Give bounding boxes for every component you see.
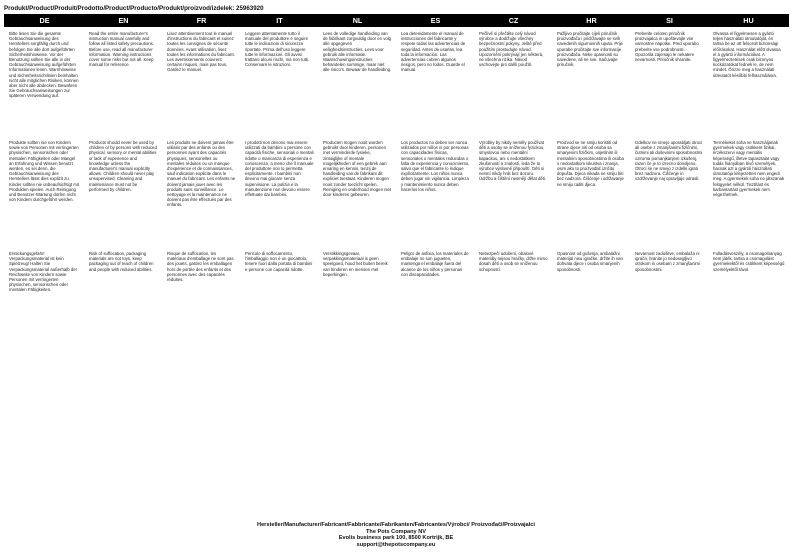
support-email: support@thepotscompany.eu [356, 541, 436, 548]
lang-header-si: SI [631, 15, 709, 27]
suffocation-text-hu: Fulladásveszély, a csomagolóanyag nem játék, tartsa a csomagolást gyermekektől és csökkent képességű személyektől távol. [709, 247, 789, 526]
instructions-row [5, 27, 789, 137]
suffocation-text-es: Peligro de asfixia, los materiales de embalaje no son juguetes, mantenga el embalaje fuera del alcance de los niños y personas con discapacidades. [397, 247, 475, 526]
children-warning-row [5, 136, 789, 247]
instructions-text-de: Bitte lesen Sie die gesamte Gebrauchsanweisung des Herstellers sorgfältig durch und befolgen Sie alle dort aufgeführten Sicherheitshinweise. Vor der Benutzung sollten Sie alle in der Gebrauchsanweisung aufgeführten Informationen lesen. Warnhinweise und Sicherheitsrichtlinien beinhalten nicht alle möglichen Risiken, können aber nicht alle abdecken. Bewahren Sie Gebrauchsanweisungen zur späteren Verwendung auf. [5, 27, 85, 137]
manufacturer-heading: Hersteller/Manufacturer/Fabricant/Fabbricante/Fabrikanten/Fabricantes/Výrobci/ Proizvođači/Proizvajalci [257, 522, 535, 528]
lang-header-hu: HU [709, 15, 789, 27]
children-text-si: Izdelkov ne smejo uporabljati otroci ali osebe z zmanjšanimi fizičnimi, čutnimi ali duševnimi sposobnostmi oziroma pomanjkanjem izkušenj, razen če je to izrecno dovoljeno. Otroci se ne smejo z izdelki igrati brez nadzora. Čiščenje in vzdrževanje naj opravljajo odrasli. [631, 136, 709, 247]
suffocation-text-nl: Verstikkingsgevaar, verpakkingsmateriaal is geen speelgoed, houd het buiten bereik van kinderen en mensen met beperkingen. [319, 247, 397, 526]
lang-header-hr: HR [553, 15, 631, 27]
product-number-line: Produkt/Product/Produit/Prodotto/Product/Producto/Produkt/proizvod/izdelek: 25963920 [4, 5, 264, 12]
suffocation-text-hr: Opasnost od gušenja, ambalažni materijal nisu igračke, držite ih van dohvata djece i osoba smanjenih sposobnosti. [553, 247, 631, 526]
instructions-text-nl: Lees de volledige handleiding van de fabrikant zorgvuldig door en volg alle opgegeven veiligheidsinstructies. Lees voor gebruik alle informatie. Waarschuwingsinstructies behandelen sommige, maar niet alle risico's. Bewaar de handleiding. [319, 27, 397, 137]
children-text-en: Products should never be used by children or by persons with reduced physical, sensory or mental abilities or lack of experience and knowledge unless the manufacturer's manual explicitly allows. Children should never play unsupervised. Cleaning and maintenance must not be performed by children. [85, 136, 163, 247]
suffocation-text-de: Erstickungsgefahr! Verpackungsmaterial ist kein Spielzeug! Halten Sie Verpackungsmaterial außerhalb der Reichweite von Kindern sowie Personen mit verringerten physischen, sensorischen oder mentalen Fähigkeiten. [5, 247, 85, 526]
safety-instructions-table [4, 14, 789, 526]
instructions-text-hu: Olvassa el figyelmesen a gyártó teljes használati útmutatóját, és tartsa be az ott felsorolt biztonsági előírásokat. Használat előtt olvassa el a gyártó információkat. A figyelmeztetések csak bizonyos kockázatokat fednek le, de nem mindet. Őrizze meg a használati útmutatót későbbi felhasználásra. [709, 27, 789, 137]
children-text-cz: Výrobky by nikdy neměly používat děti a osoby se sníženou fyzickou, smyslovou nebo mentální kapacitou, ani s nedostatkem zkušeností a znalostí, leda že to výrobce výslovně připouští. Děti si nesmí nikdy hrát bez dozoru. Údržbu a čištění nesmějí dělat děti. [475, 136, 553, 247]
suffocation-text-it: Pericolo di soffocamento, l'imballaggio non è un giocattolo, tenere fuori dalla portata di bambini e persone con capacità ridotte. [241, 247, 319, 526]
instructions-text-cz: Pečlivě si přečtěte celý návod výrobce a dodržujte všechny bezpečnostní pokyny. Ještě před použitím prostudujte návod. Upozornění pokrývají jen některá, ne všechna rizika. Návod uschovejte pro další použití. [475, 27, 553, 137]
suffocation-text-fr: Risque de suffocation, les matériaux d'emballage ne sont pas des jouets, gardez les emballages hors de portée des enfants et des personnes avec des capacités réduites. [163, 247, 241, 526]
instructions-text-fr: Lisez attentivement tout le manuel d'instructions du fabricant et suivez toutes les consignes de sécurité données. Avant utilisation, lisez toutes les informations du fabricant. Les avertissements couvrent certains risques, mais pas tous. Gardez le manuel. [163, 27, 241, 137]
instructions-text-it: Leggere attentamente tutto il manuale del produttore e seguire tutte le indicazioni di sicurezza riportate. Prima dell'uso leggere tutte le informazioni. Gli avvisi trattano alcuni rischi, ma non tutti. Conservare le istruzioni. [241, 27, 319, 137]
suffocation-text-en: Risk of suffocation, packaging materials are not toys, keep packaging out of reach of children and people with reduced abilities. [85, 247, 163, 526]
suffocation-text-cz: Nebezpečí udušení, obalové materiály nejsou hračky, držte mimo dosah dětí a osob se sníženou schopností. [475, 247, 553, 526]
company-address: Evolis business park 100, 8500 Kortrijk, BE [338, 535, 454, 542]
company-name: The Pots Company NV [366, 528, 426, 535]
lang-header-de: DE [5, 15, 85, 27]
lang-header-nl: NL [319, 15, 397, 27]
instructions-text-si: Preberite celoten priročnik proizvajalca in upoštevajte vse varnostne napotke. Pred uporabo preberite vse podrobnosti. Opozorila zajemajo le nekatere nevarnosti. Priročnik shranite. [631, 27, 709, 137]
suffocation-text-si: Nevarnost zadušitve, embalaža ni igrača, hranite jo nedosegljivo otrokom in osebam z zmanjšanimi sposobnostmi. [631, 247, 709, 526]
children-text-fr: Les produits ne doivent jamais être utilisés par des enfants ou des personnes ayant des capacités physiques, sensorielles ou mentales réduites ou un manque d'expérience et de connaissances, sauf indication explicite dans le manuel du fabricant. Les enfants ne doivent jamais jouer avec les produits sans surveillance. Le nettoyage et la maintenance ne doivent pas être effectués par des enfants. [163, 136, 241, 247]
children-text-it: I prodotti non devono mai essere utilizzati da bambini o persone con capacità fisiche, sensoriali o mentali ridotte o mancanza di esperienza e conoscenza, a meno che il manuale del produttore non lo permetta esplicitamente. I bambini non devono mai giocare senza supervisione. La pulizia e la manutenzione non devono essere effettuate dai bambini. [241, 136, 319, 247]
lang-header-it: IT [241, 15, 319, 27]
children-text-nl: Producten mogen nooit worden gebruikt door kinderen, personen met verminderde fysieke, zintuiglijke of mentale mogelijkheden of een gebrek aan ervaring en kennis, tenzij de handleiding van de fabrikant dit expliciet toestaat. Kinderen mogen nooit zonder toezicht spelen. Reiniging en onderhoud mogen niet door kinderen gebeuren. [319, 136, 397, 247]
instructions-text-en: Read the entire manufacturer's instruction manual carefully and follow all listed safety precautions. Before use, read all manufacturer information. Warning instructions cover some risks but not all. Keep manual for reference. [85, 27, 163, 137]
lang-header-en: EN [85, 15, 163, 27]
instructions-text-es: Lea detenidamente el manual de instrucciones del fabricante y respete todas las advertencias de seguridad. Antes de usarlas, lea toda la información. Las advertencias cubren algunos riesgos, pero no todos. Guarde el manual. [397, 27, 475, 137]
lang-header-cz: CZ [475, 15, 553, 27]
suffocation-warning-row [5, 247, 789, 526]
language-header-row [5, 15, 789, 27]
children-text-hr: Proizvod se ne smiju koristiti od strane djece niti od osoba sa smanjenim fizičkim, osjetilnim ili mentalnim sposobnostima ili osoba s nedostatkom iskustva i znanja, osim ako to proizvođač izričito dopušta. Djeca nikada ne smiju biti bez nadzora. Čišćenje i održavanje ne smiju raditi djeca. [553, 136, 631, 247]
children-text-hu: Termékeket soha ne használjanak gyermekek vagy csökkent fizikai, érzékszervi vagy mentális képességű, illetve tapasztalat vagy tudás hiányában lévő személyek, hacsak azt a gyártói használati útmutatója kifejezetten nem engedi meg. A gyermekek soha ne játszanak felügyelet nélkül. Tisztítást és karbantartást gyermekek nem végezhetnek. [709, 136, 789, 247]
lang-header-fr: FR [163, 15, 241, 27]
lang-header-es: ES [397, 15, 475, 27]
children-text-de: Produkte sollten nie von Kindern sowie von Personen mit verringerten physischen, sensorischen oder mentalen Fähigkeiten oder Mangel an Erfahrung und Wissen benutzt werden, es sei denn, die Gebrauchsanweisung des Herstellers lässt dies explizit zu. Kinder sollten nie unbeaufsichtigt mit Produkten spielen. Auch Reinigung und Benutzer-Wartung dürfen nicht von Kindern durchgeführt werden. [5, 136, 85, 247]
instructions-text-hr: Pažljivo pročitajte cijeli priručnik proizvođača i pridržavajte se svih navedenih sigurnosnih uputa. Prije uporabe pročitajte sve informacije proizvođača. Neke opasnosti su navedene, ali ne sve. Sačuvajte priručnik. [553, 27, 631, 137]
children-text-es: Los productos no deben ser nunca utilizados por niños ni por personas con capacidades físicas, sensoriales o mentales reducidas o falta de experiencia y conocimiento, salvo que el fabricante lo indique explícitamente. Los niños nunca deben jugar sin vigilancia. Limpieza y mantenimiento nunca deben hacerlos los niños. [397, 136, 475, 247]
manufacturer-footer [0, 522, 792, 556]
